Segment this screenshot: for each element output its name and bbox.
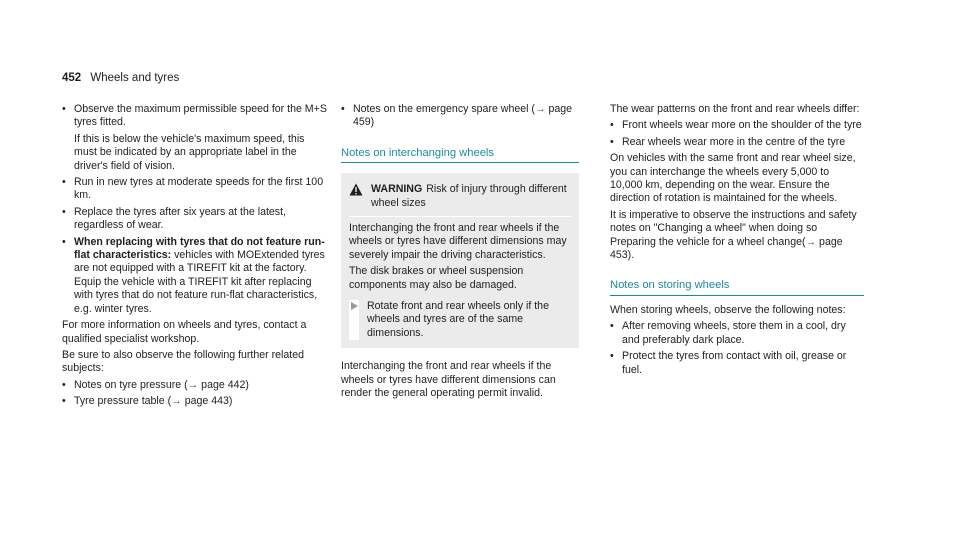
arrow-right-icon: → (805, 235, 817, 248)
page-number: 452 (62, 72, 82, 84)
list-item: • After removing wheels, store them in a cool, dry and preferably dark place. (610, 320, 864, 347)
warning-subtitle: Risk of injury through different wheel sizes (371, 183, 567, 209)
paragraph: Interchanging the front and rear wheels if the wheels or tyres have different dimensions may severely impair the driving characteristics. (349, 222, 567, 261)
warning-box (341, 173, 579, 348)
paragraph: Be sure to also observe the following further related subjects: (62, 348, 305, 375)
arrow-right-icon: → (187, 378, 199, 391)
column-1 (62, 103, 328, 412)
play-arrow-icon (351, 302, 358, 310)
warning-triangle-icon (349, 183, 365, 200)
xref-page: page 442) (198, 378, 249, 391)
page-header (62, 72, 179, 84)
paragraph-text: It is imperative to observe the instructions and safety notes on "Changing a wheel" when doing so Preparing the vehicle for a wheel change( (610, 208, 857, 248)
column-2 (341, 103, 579, 404)
paragraph: The disk brakes or wheel suspension components may also be damaged. (349, 265, 524, 291)
section-title: Wheels and tyres (90, 72, 180, 84)
xref-page[interactable]: page 453). (610, 235, 843, 262)
arrow-right-icon: → (534, 103, 546, 115)
xref-text: Tyre pressure table ( (74, 395, 172, 408)
list-item: • Protect the tyres from contact with oil, grease or fuel. (610, 350, 864, 377)
paragraph: Interchanging the front and rear wheels if the wheels or tyres have different dimensions can render the general operating permit invalid. (341, 360, 556, 400)
instruction-text: Rotate front and rear wheels only if the wheels and tyres are of the same dimensions. (367, 300, 549, 339)
cross-reference-tyre-pressure-table[interactable] (62, 395, 328, 408)
xref-text: Notes on the emergency spare wheel ( (353, 103, 535, 115)
xref-page: page 443) (181, 395, 233, 408)
paragraph: On vehicles with the same front and rear wheel size, you can interchange the wheels every 5,000 to 10,000 km, depending on the wear. Ensure the direction of rotation is maintained for the wheels. (610, 152, 856, 205)
instruction-bar (349, 300, 359, 340)
list-item: • Front wheels wear more on the shoulder of the tyre (610, 119, 864, 132)
paragraph: When storing wheels, observe the following notes: (610, 303, 846, 316)
list-item (62, 236, 328, 316)
warning-body (349, 216, 571, 340)
paragraph: For more information on wheels and tyres, contact a qualified specialist workshop. (62, 319, 307, 345)
paragraph-with-reference (610, 209, 864, 263)
list-item: • Observe the maximum permissible speed for the M+S tyres fitted. (62, 103, 328, 130)
paragraph: If this is below the vehicle's maximum speed, this must be indicated by an appropriate label in the driver's field of vision. (74, 132, 305, 172)
cross-reference-spare-wheel[interactable] (341, 103, 579, 130)
section-heading-interchanging: Notes on interchanging wheels (341, 147, 579, 163)
bold-lead: When replacing with tyres that do not feature run-flat characteristics: (74, 235, 325, 262)
cross-reference-tyre-pressure[interactable] (62, 379, 328, 392)
warning-header (349, 183, 571, 210)
list-item: • Run in new tyres at moderate speeds for the first 100 km. (62, 176, 328, 203)
arrow-right-icon: → (171, 395, 182, 408)
column-3 (610, 103, 864, 380)
section-heading-storing: Notes on storing wheels (610, 279, 864, 295)
warning-title: WARNING (371, 183, 423, 196)
xref-page: page 459) (353, 103, 573, 129)
list-item: • Replace the tyres after six years at the latest, regardless of wear. (62, 206, 328, 233)
xref-text: Notes on tyre pressure ( (74, 378, 188, 391)
list-item-text: vehicles with MOExtended tyres are not equipped with a TIREFIT kit at the factory. Equip the vehicle with a TIREFIT kit after replacing with tyres that do not feature run-flat characteristics, e.g. winter tyres. (74, 249, 325, 315)
instruction (349, 300, 571, 340)
paragraph: The wear patterns on the front and rear wheels differ: (610, 103, 860, 115)
list-item: • Rear wheels wear more in the centre of the tyre (610, 136, 864, 149)
